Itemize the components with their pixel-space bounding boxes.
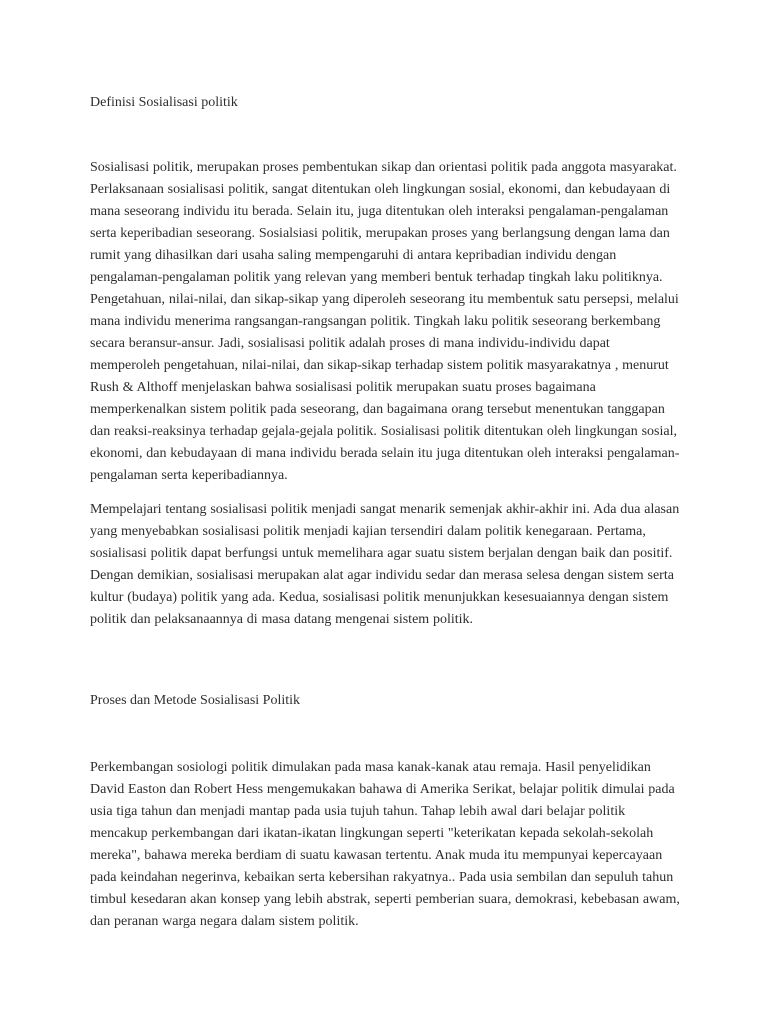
section-heading-proses: Proses dan Metode Sosialisasi Politik: [90, 693, 300, 708]
paragraph-perkembangan: Perkembangan sosiologi politik dimulakan pada masa kanak-kanak atau remaja. Hasil penyelidikan David Easton dan Robert Hess mengemukakan bahawa di Amerika Serikat, belajar politik dimulai pada usia tiga tahun dan menjadi mantap pada usia tujuh tahun. Tahap lebih awal dari belajar politik mencakup perkembangan dari ikatan-ikatan lingkungan seperti "keterikatan kepada sekolah-sekolah mereka", bahawa mereka berdiam di suatu kawasan tertentu. Anak muda itu mempunyai kepercayaan pada keindahan negerinva, kebaikan serta kebersihan rakyatnya.. Pada usia sembilan dan sepuluh tahun timbul kesedaran akan konsep yang lebih abstrak, seperti pemberian suara, demokrasi, kebebasan awam, dan peranan warga negara dalam sistem politik.: [90, 760, 680, 929]
paragraph-definisi: Sosialisasi politik, merupakan proses pembentukan sikap dan orientasi politik pada anggota masyarakat. Perlaksanaan sosialisasi politik, sangat ditentukan oleh lingkungan sosial, ekonomi, dan kebudayaan di mana seseorang individu itu berada. Selain itu, juga ditentukan oleh interaksi pengalaman-pengalaman serta keperibadian seseorang. Sosialsiasi politik, merupakan proses yang berlangsung dengan lama dan rumit yang dihasilkan dari usaha saling mempengaruhi di antara kepribadian individu dengan pengalaman-pengalaman politik yang relevan yang memberi bentuk terhadap tingkah laku politiknya. Pengetahuan, nilai-nilai, dan sikap-sikap yang diperoleh seseorang itu membentuk satu persepsi, melalui mana individu menerima rangsangan-rangsangan politik. Tingkah laku politik seseorang berkembang secara beransur-ansur. Jadi, sosialisasi politik adalah proses di mana individu-individu dapat memperoleh pengetahuan, nilai-nilai, dan sikap-sikap terhadap sistem politik masyarakatnya , menurut Rush & Althoff menjelaskan bahwa sosialisasi politik merupakan suatu proses bagaimana memperkenalkan sistem politik pada seseorang, dan bagaimana orang tersebut menentukan tanggapan dan reaksi-reaksinya terhadap gejala-gejala politik. Sosialisasi politik ditentukan oleh lingkungan sosial, ekonomi, dan kebudayaan di mana individu berada selain itu juga ditentukan oleh interaksi pengalaman-pengalaman serta keperibadiannya.: [90, 160, 680, 483]
section-heading-definisi: Definisi Sosialisasi politik: [90, 95, 238, 110]
paragraph-mempelajari: Mempelajari tentang sosialisasi politik menjadi sangat menarik semenjak akhir-akhir ini. Ada dua alasan yang menyebabkan sosialisasi politik menjadi kajian tersendiri dalam politik kenegaraan. Pertama, sosialisasi politik dapat berfungsi untuk memelihara agar suatu sistem berjalan dengan baik dan positif. Dengan demikian, sosialisasi merupakan alat agar individu sedar dan merasa selesa dengan sistem serta kultur (budaya) politik yang ada. Kedua, sosialisasi politik menunjukkan kesesuaiannya dengan sistem politik dan pelaksanaannya di masa datang mengenai sistem politik.: [90, 502, 680, 627]
